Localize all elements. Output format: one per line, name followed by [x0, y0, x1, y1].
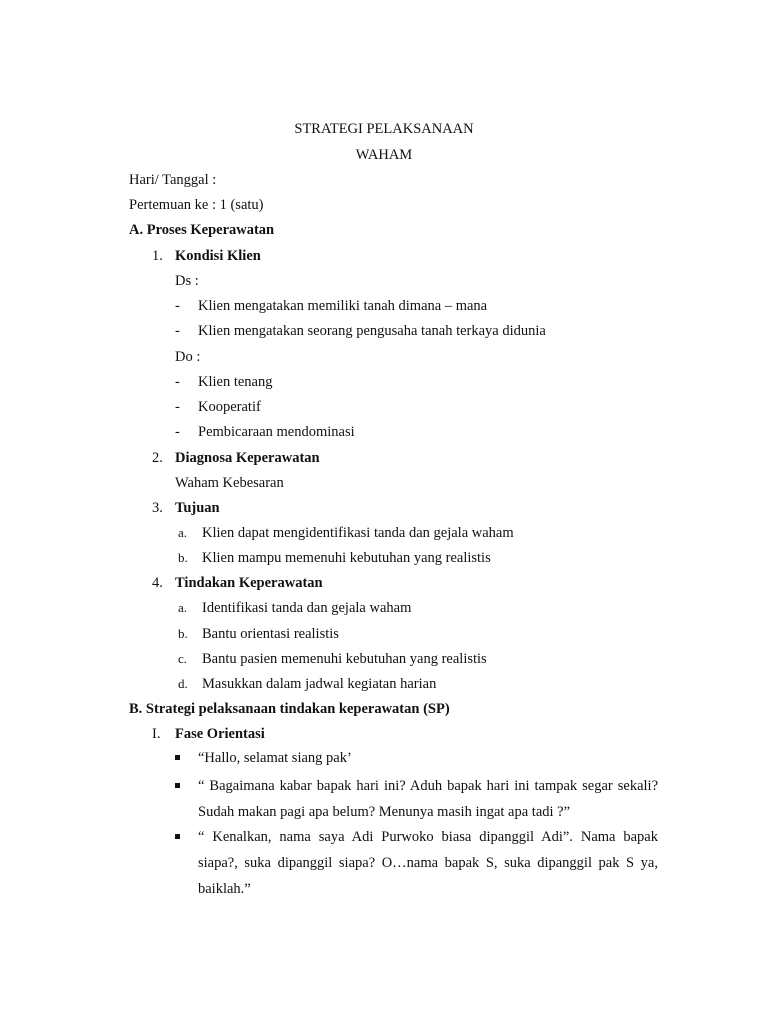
meeting-label: Pertemuan ke : 1 (satu)	[129, 197, 264, 213]
list-item: Klien tenang	[198, 374, 273, 390]
item-text: Waham Kebesaran	[175, 475, 284, 491]
section-a-heading: A. Proses Keperawatan	[129, 222, 275, 238]
date-label: Hari/ Tanggal :	[129, 172, 217, 188]
square-bullet-icon	[175, 783, 180, 788]
list-item: Klien dapat mengidentifikasi tanda dan gejala waham	[202, 525, 514, 541]
item-number: 3.	[152, 500, 163, 516]
list-item: Masukkan dalam jadwal kegiatan harian	[202, 676, 437, 692]
dash-bullet: -	[175, 374, 180, 390]
dash-bullet: -	[175, 424, 180, 440]
item-title: Tujuan	[175, 500, 220, 516]
item-title: Diagnosa Keperawatan	[175, 450, 320, 466]
item-number: 4.	[152, 575, 163, 591]
dash-bullet: -	[175, 298, 180, 314]
dash-bullet: -	[175, 399, 180, 415]
dash-bullet: -	[175, 323, 180, 339]
item-title: Kondisi Klien	[175, 248, 261, 264]
letter-marker: a.	[178, 525, 188, 540]
letter-marker: d.	[178, 676, 188, 691]
list-item: Klien mengatakan memiliki tanah dimana – mana	[198, 298, 488, 314]
document-subtitle: WAHAM	[355, 147, 413, 163]
ds-label: Ds :	[175, 273, 199, 289]
list-item: Bantu pasien memenuhi kebutuhan yang realistis	[202, 651, 487, 667]
list-item: Klien mengatakan seorang pengusaha tanah terkaya didunia	[198, 323, 546, 339]
letter-marker: b.	[178, 550, 188, 565]
dialogue-item: “ Bagaimana kabar bapak hari ini? Aduh bapak hari ini tampak segar sekali? Sudah makan pagi apa belum? Menunya masih ingat apa tadi ?”	[198, 778, 658, 820]
phase-number: I.	[152, 726, 161, 742]
phase-title: Fase Orientasi	[175, 726, 265, 742]
item-title: Tindakan Keperawatan	[175, 575, 323, 591]
dialogue-item: “ Kenalkan, nama saya Adi Purwoko biasa dipanggil Adi”. Nama bapak siapa?, suka dipanggil siapa? O…nama bapak S, suka dipanggil pak S ya, baiklah.”	[198, 829, 658, 897]
square-bullet-icon	[175, 834, 180, 839]
section-b-heading: B. Strategi pelaksanaan tindakan keperawatan (SP)	[129, 701, 450, 717]
item-number: 1.	[152, 248, 163, 264]
document-title: STRATEGI PELAKSANAAN	[294, 121, 474, 137]
dialogue-item: “Hallo, selamat siang pak’	[198, 750, 352, 766]
letter-marker: a.	[178, 600, 188, 615]
list-item: Kooperatif	[198, 399, 261, 415]
list-item: Bantu orientasi realistis	[202, 626, 339, 642]
list-item: Pembicaraan mendominasi	[198, 424, 355, 440]
list-item: Klien mampu memenuhi kebutuhan yang realistis	[202, 550, 491, 566]
do-label: Do :	[175, 349, 201, 365]
list-item: Identifikasi tanda dan gejala waham	[202, 600, 412, 616]
letter-marker: b.	[178, 626, 188, 641]
square-bullet-icon	[175, 755, 180, 760]
item-number: 2.	[152, 450, 163, 466]
letter-marker: c.	[178, 651, 188, 666]
